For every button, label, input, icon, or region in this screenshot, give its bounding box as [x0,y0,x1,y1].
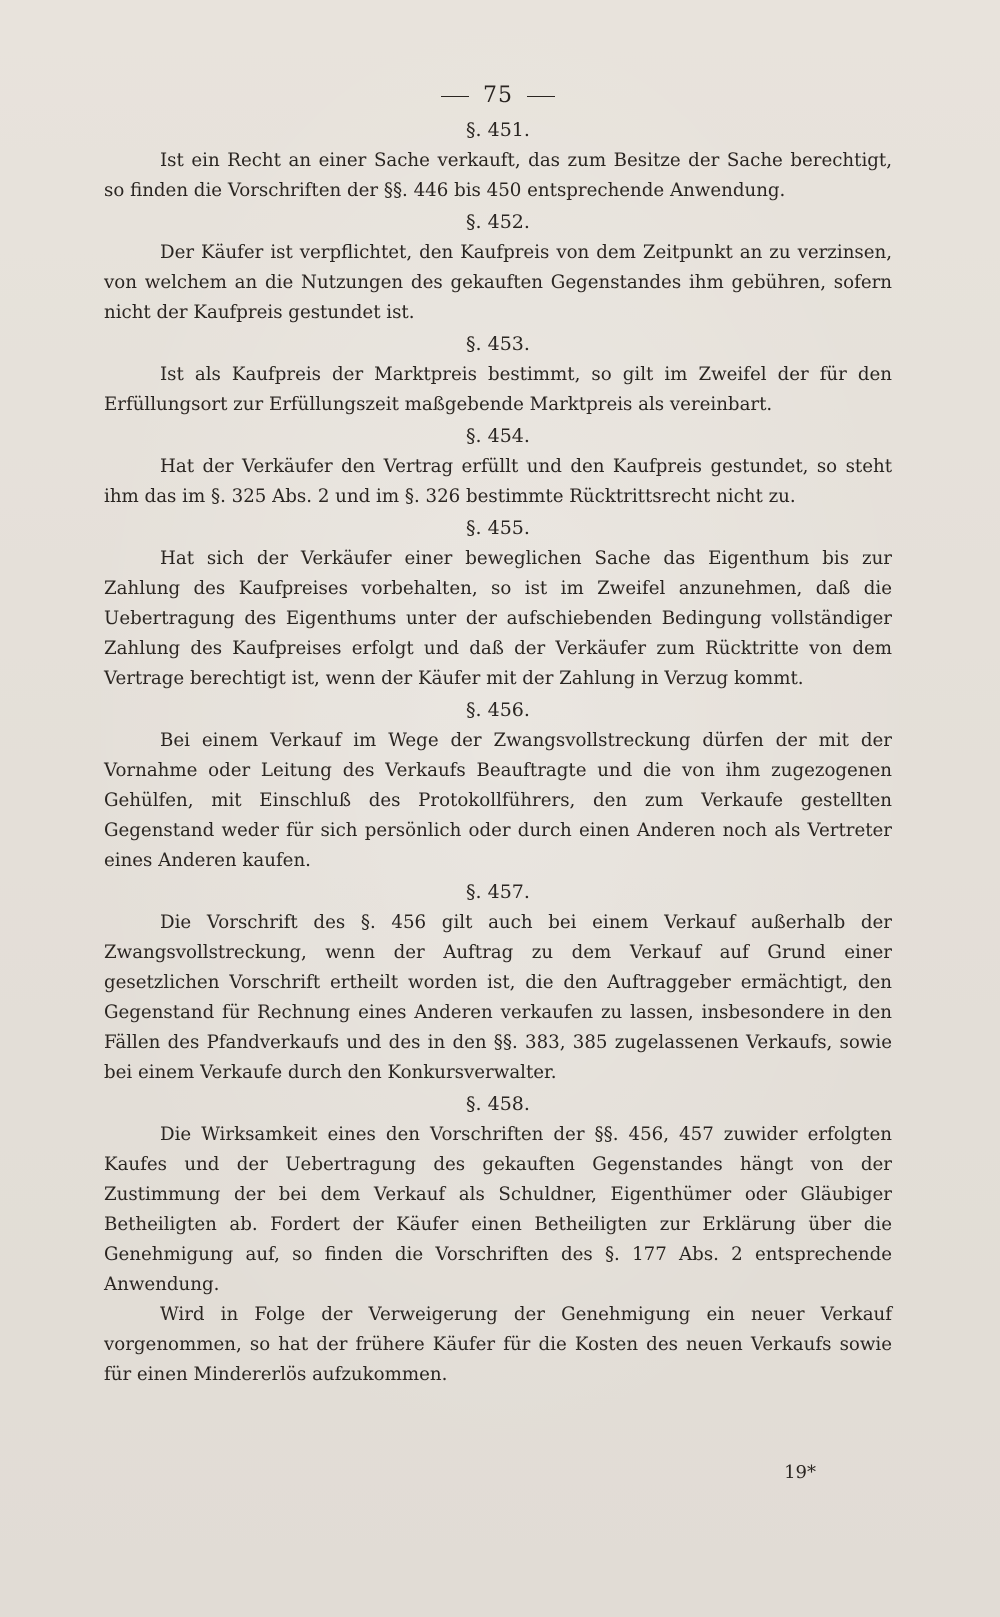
section-heading: §. 452. [466,211,530,233]
section-paragraph: Hat der Verkäufer den Vertrag erfüllt und den Kaufpreis gestundet, so steht ihm das im §. 325 Abs. 2 und im §. 326 bestimmte Rücktrittsrecht nicht zu. [104,456,892,507]
section-paragraph: Ist ein Recht an einer Sache verkauft, das zum Besitze der Sache berechtigt, so finden die Vorschriften der §§. 446 bis 450 entsprechende Anwendung. [104,150,892,201]
section-paragraph: Ist als Kaufpreis der Marktpreis bestimmt, so gilt im Zweifel der für den Erfüllungsort zur Erfüllungszeit maßgebende Marktpreis als vereinbart. [104,364,892,415]
section-heading: §. 454. [466,425,530,447]
section-paragraph: Die Wirksamkeit eines den Vorschriften der §§. 456, 457 zuwider erfolgten Kaufes und der Uebertragung des gekauften Gegenstandes hängt von der Zustimmung der bei dem Verkauf als Schuldner, Eigenthümer oder Gläubiger Betheiligten ab. Fordert der Käufer einen Betheiligten zur Erklärung über die Genehmigung auf, so finden die Vorschriften des §. 177 Abs. 2 entsprechende Anwendung. [104,1124,892,1295]
section-paragraph: Hat sich der Verkäufer einer beweglichen Sache das Eigenthum bis zur Zahlung des Kaufpreises vorbehalten, so ist im Zweifel anzunehmen, daß die Uebertragung des Eigenthums unter der aufschiebenden Bedingung vollständiger Zahlung des Kaufpreises erfolgt und daß der Verkäufer zum Rücktritte von dem Vertrage berechtigt ist, wenn der Käufer mit der Zahlung in Verzug kommt. [104,548,892,689]
section-heading: §. 458. [466,1093,530,1115]
section-458 [104,1091,892,1390]
section-452 [104,209,892,328]
section-heading: §. 457. [466,881,530,903]
section-heading: §. 455. [466,517,530,539]
section-heading: §. 453. [466,333,530,355]
section-paragraph: Bei einem Verkauf im Wege der Zwangsvollstreckung dürfen der mit der Vornahme oder Leitung des Verkaufs Beauftragte und die von ihm zugezogenen Gehülfen, mit Einschluß des Protokollführers, den zum Verkaufe gestellten Gegenstand weder für sich persönlich oder durch einen Anderen noch als Vertreter eines Anderen kaufen. [104,730,892,871]
section-heading: §. 451. [466,119,530,141]
section-455 [104,515,892,694]
section-paragraph: Wird in Folge der Verweigerung der Genehmigung ein neuer Verkauf vorgenommen, so hat der frühere Käufer für die Kosten des neuen Verkaufs sowie für einen Mindererlös aufzukommen. [104,1304,892,1385]
page-number: 75 [483,83,513,108]
signature-mark: 19* [784,1462,816,1483]
section-paragraph: Der Käufer ist verpflichtet, den Kaufpreis von dem Zeitpunkt an zu verzinsen, von welchem an die Nutzungen des gekauften Gegenstandes ihm gebühren, sofern nicht der Kaufpreis gestundet ist. [104,242,892,323]
section-456 [104,697,892,876]
section-457 [104,879,892,1088]
section-heading: §. 456. [466,699,530,721]
header-dash-right [527,96,555,97]
section-454 [104,423,892,512]
section-451 [104,117,892,206]
section-453 [104,331,892,420]
page-header [104,78,892,114]
section-paragraph: Die Vorschrift des §. 456 gilt auch bei einem Verkauf außerhalb der Zwangsvollstreckung, wenn der Auftrag zu dem Verkauf auf Grund einer gesetzlichen Vorschrift ertheilt worden ist, die den Auftraggeber ermächtigt, den Gegenstand für Rechnung eines Anderen verkaufen zu lassen, insbesondere in den Fällen des Pfandverkaufs und des in den §§. 383, 385 zugelassenen Verkaufs, sowie bei einem Verkaufe durch den Konkursverwalter. [104,912,892,1083]
header-dash-left [441,96,469,97]
